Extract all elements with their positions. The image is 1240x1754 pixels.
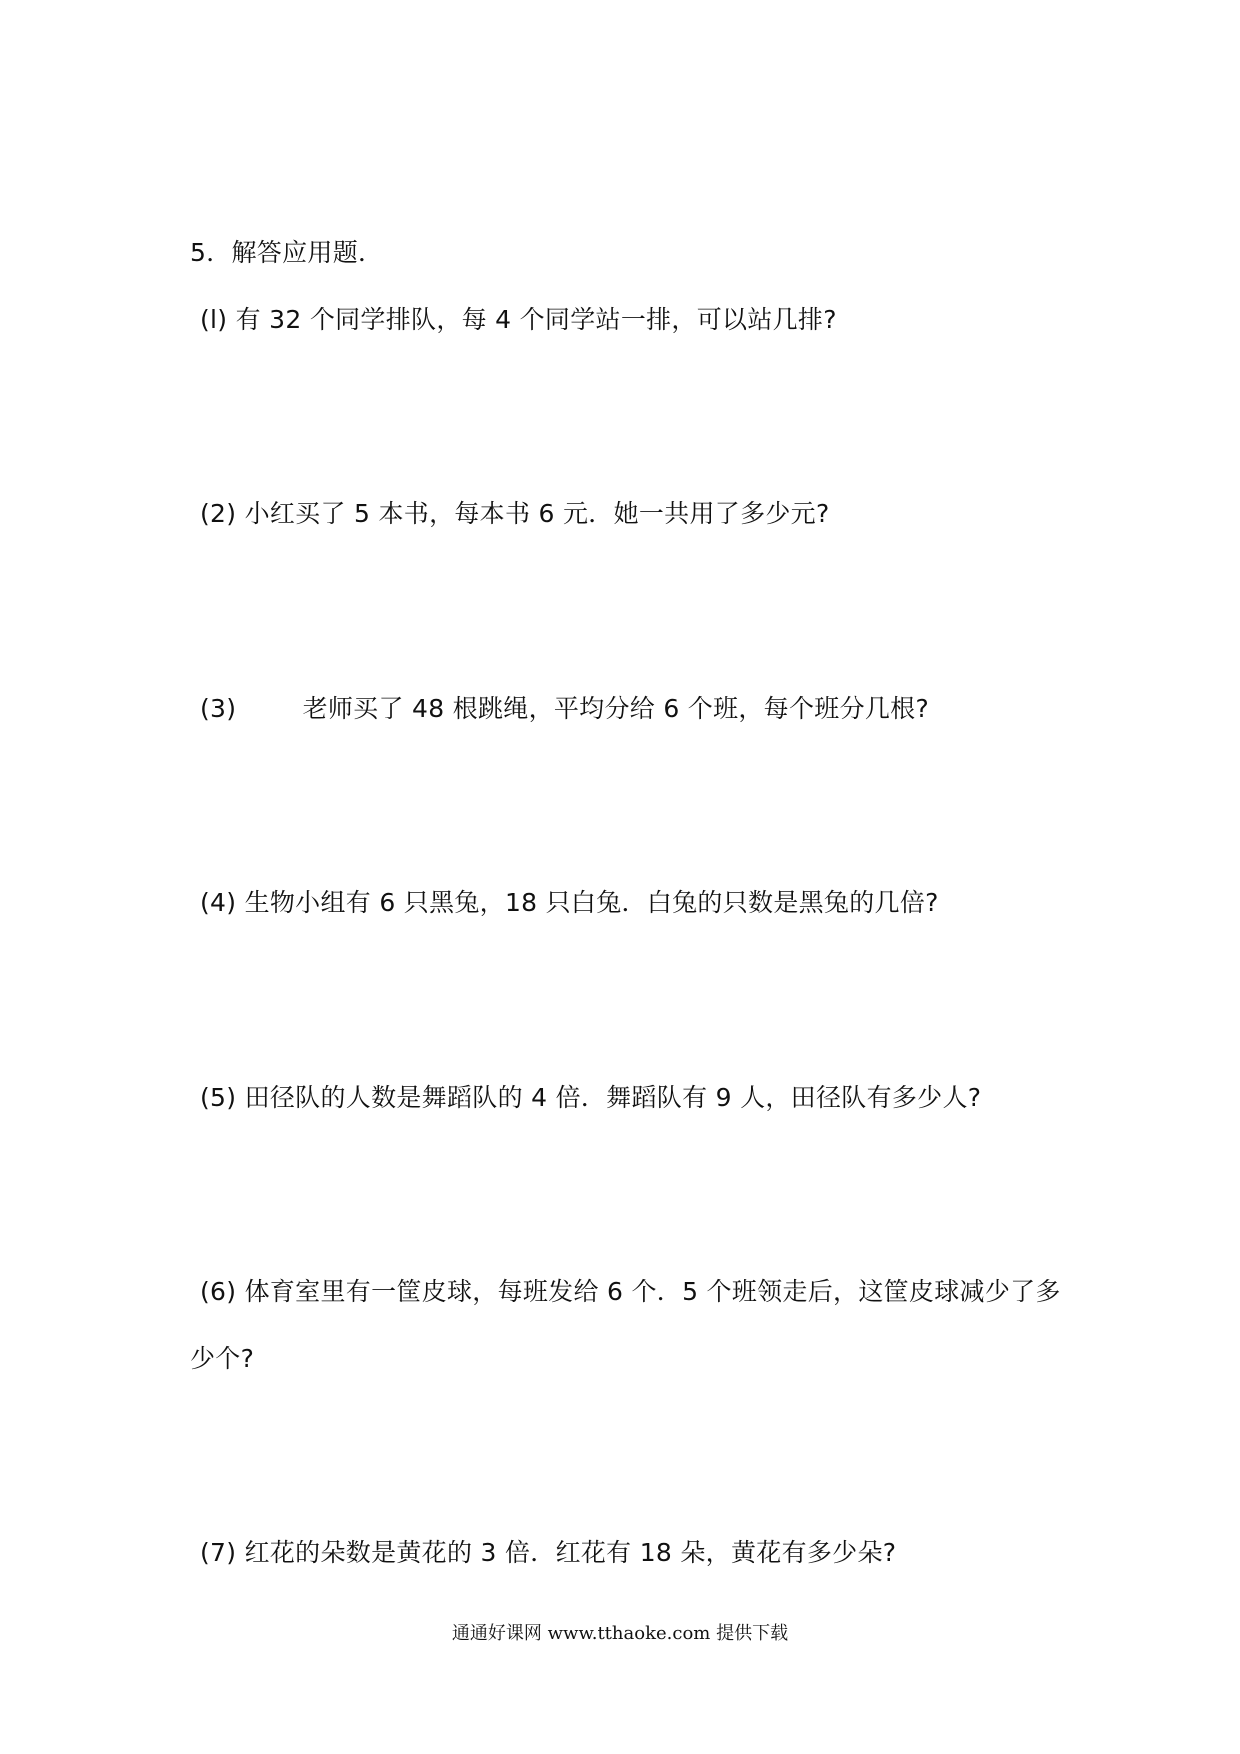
question-2 <box>200 497 830 531</box>
question-number: (4) <box>200 888 237 917</box>
question-7 <box>200 1536 896 1570</box>
question-text: 生物小组有 6 只黑兔，18 只白兔．白兔的只数是黑兔的几倍? <box>244 888 939 917</box>
question-number: (7) <box>200 1538 237 1567</box>
question-text: 体育室里有一筐皮球，每班发给 6 个．5 个班领走后，这筐皮球减少了多 <box>244 1277 1061 1306</box>
question-number: (6) <box>200 1277 237 1306</box>
question-number: (5) <box>200 1083 237 1112</box>
question-text: 田径队的人数是舞蹈队的 4 倍．舞蹈队有 9 人，田径队有多少人? <box>244 1083 982 1112</box>
question-4 <box>200 886 939 920</box>
section-title: 5．解答应用题． <box>190 238 384 267</box>
question-text: 老师买了 48 根跳绳，平均分给 6 个班，每个班分几根? <box>302 694 930 723</box>
question-5 <box>200 1081 981 1115</box>
question-number: (2) <box>200 499 237 528</box>
question-text: 红花的朵数是黄花的 3 倍．红花有 18 朵，黄花有多少朵? <box>244 1538 897 1567</box>
question-1 <box>200 303 837 337</box>
question-6-continuation: 少个? <box>190 1344 255 1373</box>
question-3 <box>200 692 929 726</box>
question-6 <box>200 1275 1061 1309</box>
question-number: (l) <box>200 305 228 334</box>
question-number: (3) <box>200 694 237 723</box>
page-footer: 通通好课网 www.tthaoke.com 提供下载 <box>451 1623 789 1644</box>
question-text: 有 32 个同学排队，每 4 个同学站一排，可以站几排? <box>235 305 837 334</box>
question-text: 小红买了 5 本书，每本书 6 元．她一共用了多少元? <box>244 499 830 528</box>
